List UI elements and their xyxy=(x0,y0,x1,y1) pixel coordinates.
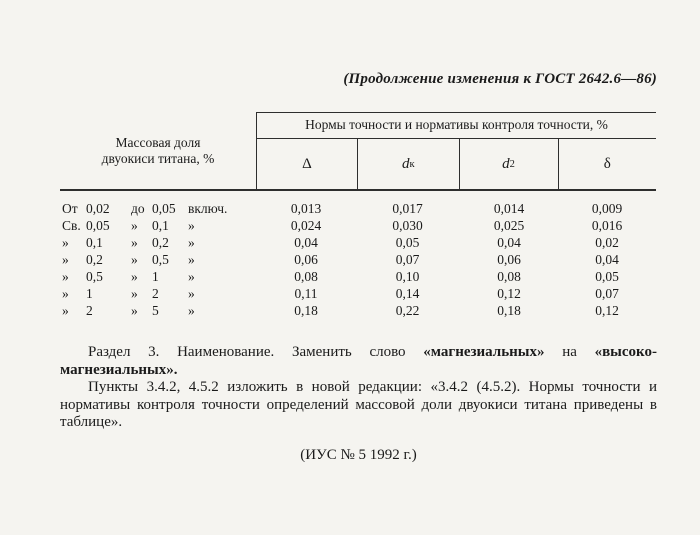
small-delta-symbol: δ xyxy=(603,155,611,172)
cell-d2: 0,06 xyxy=(497,252,521,267)
cell-delta: 0,024 xyxy=(290,218,322,233)
range-from: 0,02 xyxy=(86,201,110,216)
cell-d2: 0,025 xyxy=(493,218,525,233)
range-prefix: Св. xyxy=(62,218,81,233)
paragraph-section3 xyxy=(60,344,657,379)
col-header-d2 xyxy=(459,139,558,189)
cell-dk: 0,030 xyxy=(392,218,423,233)
range-to: 1 xyxy=(152,269,159,284)
range-suffix: » xyxy=(188,303,195,318)
table-row xyxy=(60,234,656,251)
cell-d2: 0,18 xyxy=(497,303,521,318)
range-to: 5 xyxy=(152,303,159,318)
cell-delta: 0,04 xyxy=(294,235,318,250)
range-prefix: » xyxy=(62,286,69,301)
cell-dk: 0,10 xyxy=(395,269,420,284)
range-suffix: » xyxy=(188,218,195,233)
range-from: 0,1 xyxy=(86,235,103,250)
cell-d2: 0,04 xyxy=(497,235,521,250)
cell-dk: 0,017 xyxy=(392,201,423,216)
range-prefix: От xyxy=(62,201,78,216)
range-mid: » xyxy=(131,303,138,318)
cell-small-delta: 0,07 xyxy=(595,286,619,301)
table-body xyxy=(60,191,656,319)
cell-delta: 0,013 xyxy=(290,201,322,216)
range-prefix: » xyxy=(62,269,69,284)
header-group-area xyxy=(256,112,656,189)
cell-small-delta: 0,05 xyxy=(595,269,619,284)
range-suffix: » xyxy=(188,269,195,284)
table-row xyxy=(60,251,656,268)
range-from: 2 xyxy=(86,303,93,318)
cell-delta: 0,08 xyxy=(294,269,318,284)
cell-dk: 0,22 xyxy=(395,303,420,318)
range-cell xyxy=(60,234,256,251)
delta-symbol: Δ xyxy=(302,155,312,172)
p1-bold-vysokomagnezialnykh: «высоко-магнезиальных». xyxy=(60,344,657,378)
col-header-small-delta xyxy=(558,139,657,189)
range-mid: до xyxy=(131,201,145,216)
table-row xyxy=(60,285,656,302)
cell-d2: 0,12 xyxy=(497,286,521,301)
range-suffix: » xyxy=(188,235,195,250)
col-header-delta xyxy=(257,139,357,189)
cell-d2: 0,08 xyxy=(497,269,521,284)
table-row xyxy=(60,217,656,234)
range-mid: » xyxy=(131,218,138,233)
p1-text: на xyxy=(544,344,595,360)
cell-dk: 0,14 xyxy=(395,286,420,301)
cell-small-delta: 0,04 xyxy=(595,252,619,267)
mass-fraction-line2: двуокиси титана, % xyxy=(101,150,215,166)
cell-d2: 0,014 xyxy=(493,201,525,216)
cell-dk: 0,05 xyxy=(395,235,420,250)
range-suffix: включ. xyxy=(188,201,228,216)
group-header-norms: Нормы точности и нормативы контроля точности, % xyxy=(257,113,656,139)
mass-fraction-line1: Массовая доля xyxy=(115,134,201,150)
d2-symbol: d xyxy=(502,155,510,172)
ius-note: (ИУС № 5 1992 г.) xyxy=(300,446,417,463)
p1-bold-magnezialnykh: «магнезиальных» xyxy=(423,344,545,360)
cell-delta: 0,18 xyxy=(294,303,318,318)
cell-delta: 0,06 xyxy=(294,252,318,267)
range-from: 0,5 xyxy=(86,269,103,284)
range-mid: » xyxy=(131,235,138,250)
range-to: 2 xyxy=(152,286,159,301)
cell-small-delta: 0,12 xyxy=(595,303,619,318)
range-cell xyxy=(60,302,256,319)
range-mid: » xyxy=(131,286,138,301)
table-row xyxy=(60,200,656,217)
range-to: 0,2 xyxy=(152,235,169,250)
continuation-note: (Продолжение изменения к ГОСТ 2642.6—86) xyxy=(343,71,657,87)
range-to: 0,05 xyxy=(152,201,176,216)
range-cell xyxy=(60,268,256,285)
accuracy-norms-table xyxy=(60,112,656,319)
sub-headers xyxy=(257,139,656,189)
cell-dk: 0,07 xyxy=(395,252,420,267)
cell-small-delta: 0,009 xyxy=(591,201,623,216)
cell-small-delta: 0,02 xyxy=(595,235,619,250)
dk-sub: к xyxy=(409,158,415,170)
range-from: 0,05 xyxy=(86,218,110,233)
range-cell xyxy=(60,285,256,302)
range-from: 0,2 xyxy=(86,252,103,267)
p1-text: Раздел 3. Наименование. Заменить слово xyxy=(88,344,424,360)
range-to: 0,5 xyxy=(152,252,169,267)
range-cell xyxy=(60,251,256,268)
range-suffix: » xyxy=(188,252,195,267)
range-cell xyxy=(60,200,256,217)
table-row xyxy=(60,268,656,285)
table-row xyxy=(60,302,656,319)
range-prefix: » xyxy=(62,252,69,267)
range-cell xyxy=(60,217,256,234)
d2-sub: 2 xyxy=(509,158,515,170)
cell-delta: 0,11 xyxy=(294,286,318,301)
amendment-text xyxy=(60,344,657,465)
col-header-dk xyxy=(357,139,459,189)
range-prefix: » xyxy=(62,303,69,318)
column-header-mass-fraction xyxy=(60,112,256,189)
range-mid: » xyxy=(131,269,138,284)
range-suffix: » xyxy=(188,286,195,301)
paragraph-punkty: Пункты 3.4.2, 4.5.2 изложить в новой редакции: «3.4.2 (4.5.2). Нормы точности и нормативы контроля точности определений массовой доли двуокиси титана приведены в таблице». xyxy=(60,379,657,431)
range-from: 1 xyxy=(86,286,93,301)
cell-small-delta: 0,016 xyxy=(591,218,623,233)
dk-symbol: d xyxy=(401,155,410,172)
range-prefix: » xyxy=(62,235,69,250)
range-to: 0,1 xyxy=(152,218,169,233)
range-mid: » xyxy=(131,252,138,267)
table-header xyxy=(60,112,656,191)
